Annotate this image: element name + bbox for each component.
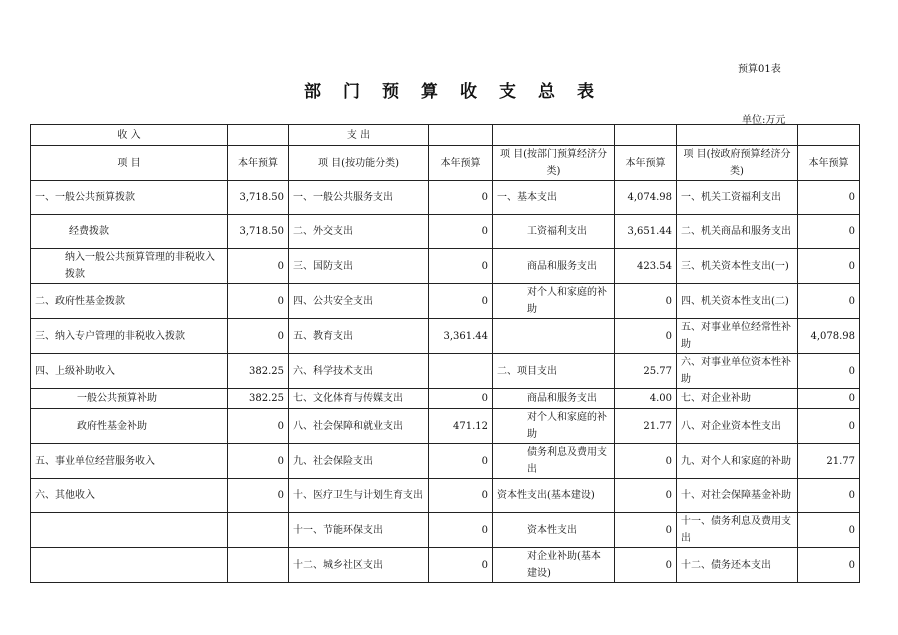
empty-cell — [798, 125, 860, 146]
table-code: 预算01表 — [738, 64, 781, 75]
gov-economic-item-cell: 一、机关工资福利支出 — [677, 181, 798, 215]
functional-budget-cell: 0 — [429, 444, 493, 479]
income-item-cell: 二、政府性基金拨款 — [31, 284, 228, 319]
income-item-cell: 六、其他收入 — [31, 479, 228, 513]
dept-economic-item-cell: 商品和服务支出 — [493, 389, 615, 409]
income-budget-cell: 0 — [228, 249, 289, 284]
gov-economic-item-cell: 十一、债务利息及费用支出 — [677, 513, 798, 548]
income-budget-cell: 0 — [228, 319, 289, 354]
dept-economic-item-cell: 二、项目支出 — [493, 354, 615, 389]
functional-item-cell: 三、国防支出 — [289, 249, 429, 284]
dept-budget-cell: 0 — [615, 513, 677, 548]
dept-budget-cell: 4,074.98 — [615, 181, 677, 215]
empty-cell — [429, 125, 493, 146]
income-item-cell — [31, 513, 228, 548]
functional-item-cell: 七、文化体育与传媒支出 — [289, 389, 429, 409]
empty-cell — [615, 125, 677, 146]
income-item-cell: 一般公共预算补助 — [31, 389, 228, 409]
budget-table — [30, 124, 860, 583]
functional-budget-cell: 0 — [429, 181, 493, 215]
gov-budget-cell: 0 — [798, 409, 860, 444]
table-row — [31, 215, 860, 249]
income-item-cell: 四、上级补助收入 — [31, 354, 228, 389]
functional-budget-cell: 0 — [429, 389, 493, 409]
gov-budget-cell: 0 — [798, 354, 860, 389]
dept-economic-item-cell: 对个人和家庭的补助 — [493, 409, 615, 444]
dept-economic-item-cell: 一、基本支出 — [493, 181, 615, 215]
gov-budget-cell: 0 — [798, 513, 860, 548]
functional-item-cell: 二、外交支出 — [289, 215, 429, 249]
col-header-income-item: 项 目 — [31, 146, 228, 181]
dept-budget-cell: 3,651.44 — [615, 215, 677, 249]
functional-budget-cell: 0 — [429, 548, 493, 583]
col-header-dept-economic: 项 目(按部门预算经济分类) — [493, 146, 615, 181]
income-item-cell: 五、事业单位经营服务收入 — [31, 444, 228, 479]
functional-item-cell: 五、教育支出 — [289, 319, 429, 354]
gov-economic-item-cell: 五、对事业单位经常性补助 — [677, 319, 798, 354]
table-row — [31, 181, 860, 215]
table-row — [31, 409, 860, 444]
col-header-functional-budget: 本年预算 — [429, 146, 493, 181]
dept-economic-item-cell: 对企业补助(基本建设) — [493, 548, 615, 583]
income-item-cell: 三、纳入专户管理的非税收入拨款 — [31, 319, 228, 354]
income-item-cell: 一、一般公共预算拨款 — [31, 181, 228, 215]
dept-budget-cell: 0 — [615, 548, 677, 583]
empty-cell — [677, 125, 798, 146]
dept-economic-item-cell: 对个人和家庭的补助 — [493, 284, 615, 319]
income-item-cell: 纳入一般公共预算管理的非税收入拨款 — [31, 249, 228, 284]
gov-economic-item-cell: 三、机关资本性支出(一) — [677, 249, 798, 284]
dept-budget-cell: 0 — [615, 444, 677, 479]
functional-item-cell: 十一、节能环保支出 — [289, 513, 429, 548]
column-header-row — [31, 146, 860, 181]
table-row — [31, 284, 860, 319]
gov-budget-cell: 0 — [798, 284, 860, 319]
table-row — [31, 319, 860, 354]
table-row — [31, 444, 860, 479]
income-section-header: 收 入 — [31, 125, 228, 146]
col-header-gov-budget: 本年预算 — [798, 146, 860, 181]
gov-budget-cell: 0 — [798, 249, 860, 284]
col-header-gov-economic: 项 目(按政府预算经济分类) — [677, 146, 798, 181]
gov-budget-cell: 0 — [798, 215, 860, 249]
gov-budget-cell: 0 — [798, 548, 860, 583]
table-row — [31, 249, 860, 284]
dept-budget-cell: 21.77 — [615, 409, 677, 444]
dept-economic-item-cell — [493, 319, 615, 354]
dept-economic-item-cell: 资本性支出 — [493, 513, 615, 548]
dept-budget-cell: 25.77 — [615, 354, 677, 389]
dept-economic-item-cell: 商品和服务支出 — [493, 249, 615, 284]
income-item-cell: 经费拨款 — [31, 215, 228, 249]
income-budget-cell: 0 — [228, 479, 289, 513]
income-budget-cell: 0 — [228, 284, 289, 319]
functional-budget-cell: 3,361.44 — [429, 319, 493, 354]
functional-budget-cell: 0 — [429, 215, 493, 249]
functional-item-cell: 四、公共安全支出 — [289, 284, 429, 319]
gov-budget-cell: 0 — [798, 389, 860, 409]
unit-label: 单位:万元 — [742, 115, 786, 126]
col-header-dept-budget: 本年预算 — [615, 146, 677, 181]
income-budget-cell: 0 — [228, 409, 289, 444]
expense-section-header: 支 出 — [289, 125, 429, 146]
dept-economic-item-cell: 资本性支出(基本建设) — [493, 479, 615, 513]
functional-budget-cell: 0 — [429, 513, 493, 548]
income-budget-cell — [228, 548, 289, 583]
empty-cell — [493, 125, 615, 146]
income-budget-cell: 382.25 — [228, 354, 289, 389]
functional-item-cell: 六、科学技术支出 — [289, 354, 429, 389]
col-header-functional: 项 目(按功能分类) — [289, 146, 429, 181]
empty-cell — [228, 125, 289, 146]
col-header-income-budget: 本年预算 — [228, 146, 289, 181]
functional-item-cell: 九、社会保险支出 — [289, 444, 429, 479]
gov-budget-cell: 21.77 — [798, 444, 860, 479]
gov-economic-item-cell: 六、对事业单位资本性补助 — [677, 354, 798, 389]
dept-budget-cell: 0 — [615, 319, 677, 354]
income-item-cell — [31, 548, 228, 583]
table-row — [31, 548, 860, 583]
dept-budget-cell: 0 — [615, 479, 677, 513]
table-row — [31, 389, 860, 409]
gov-budget-cell: 0 — [798, 181, 860, 215]
gov-budget-cell: 4,078.98 — [798, 319, 860, 354]
income-budget-cell — [228, 513, 289, 548]
gov-economic-item-cell: 四、机关资本性支出(二) — [677, 284, 798, 319]
functional-budget-cell: 471.12 — [429, 409, 493, 444]
functional-budget-cell — [429, 354, 493, 389]
gov-economic-item-cell: 十、对社会保障基金补助 — [677, 479, 798, 513]
section-header-row — [31, 125, 860, 146]
page-title: 部门预算收支总表 — [304, 82, 616, 102]
gov-economic-item-cell: 七、对企业补助 — [677, 389, 798, 409]
functional-item-cell: 十二、城乡社区支出 — [289, 548, 429, 583]
table-row — [31, 479, 860, 513]
income-item-cell: 政府性基金补助 — [31, 409, 228, 444]
income-budget-cell: 0 — [228, 444, 289, 479]
dept-budget-cell: 0 — [615, 284, 677, 319]
gov-economic-item-cell: 八、对企业资本性支出 — [677, 409, 798, 444]
table-row — [31, 354, 860, 389]
dept-budget-cell: 423.54 — [615, 249, 677, 284]
gov-economic-item-cell: 二、机关商品和服务支出 — [677, 215, 798, 249]
functional-budget-cell: 0 — [429, 479, 493, 513]
dept-economic-item-cell: 债务利息及费用支出 — [493, 444, 615, 479]
gov-economic-item-cell: 十二、债务还本支出 — [677, 548, 798, 583]
income-budget-cell: 3,718.50 — [228, 181, 289, 215]
table-row — [31, 513, 860, 548]
dept-budget-cell: 4.00 — [615, 389, 677, 409]
gov-budget-cell: 0 — [798, 479, 860, 513]
dept-economic-item-cell: 工资福利支出 — [493, 215, 615, 249]
functional-item-cell: 八、社会保障和就业支出 — [289, 409, 429, 444]
functional-budget-cell: 0 — [429, 284, 493, 319]
gov-economic-item-cell: 九、对个人和家庭的补助 — [677, 444, 798, 479]
functional-item-cell: 一、一般公共服务支出 — [289, 181, 429, 215]
income-budget-cell: 382.25 — [228, 389, 289, 409]
functional-item-cell: 十、医疗卫生与计划生育支出 — [289, 479, 429, 513]
income-budget-cell: 3,718.50 — [228, 215, 289, 249]
functional-budget-cell: 0 — [429, 249, 493, 284]
